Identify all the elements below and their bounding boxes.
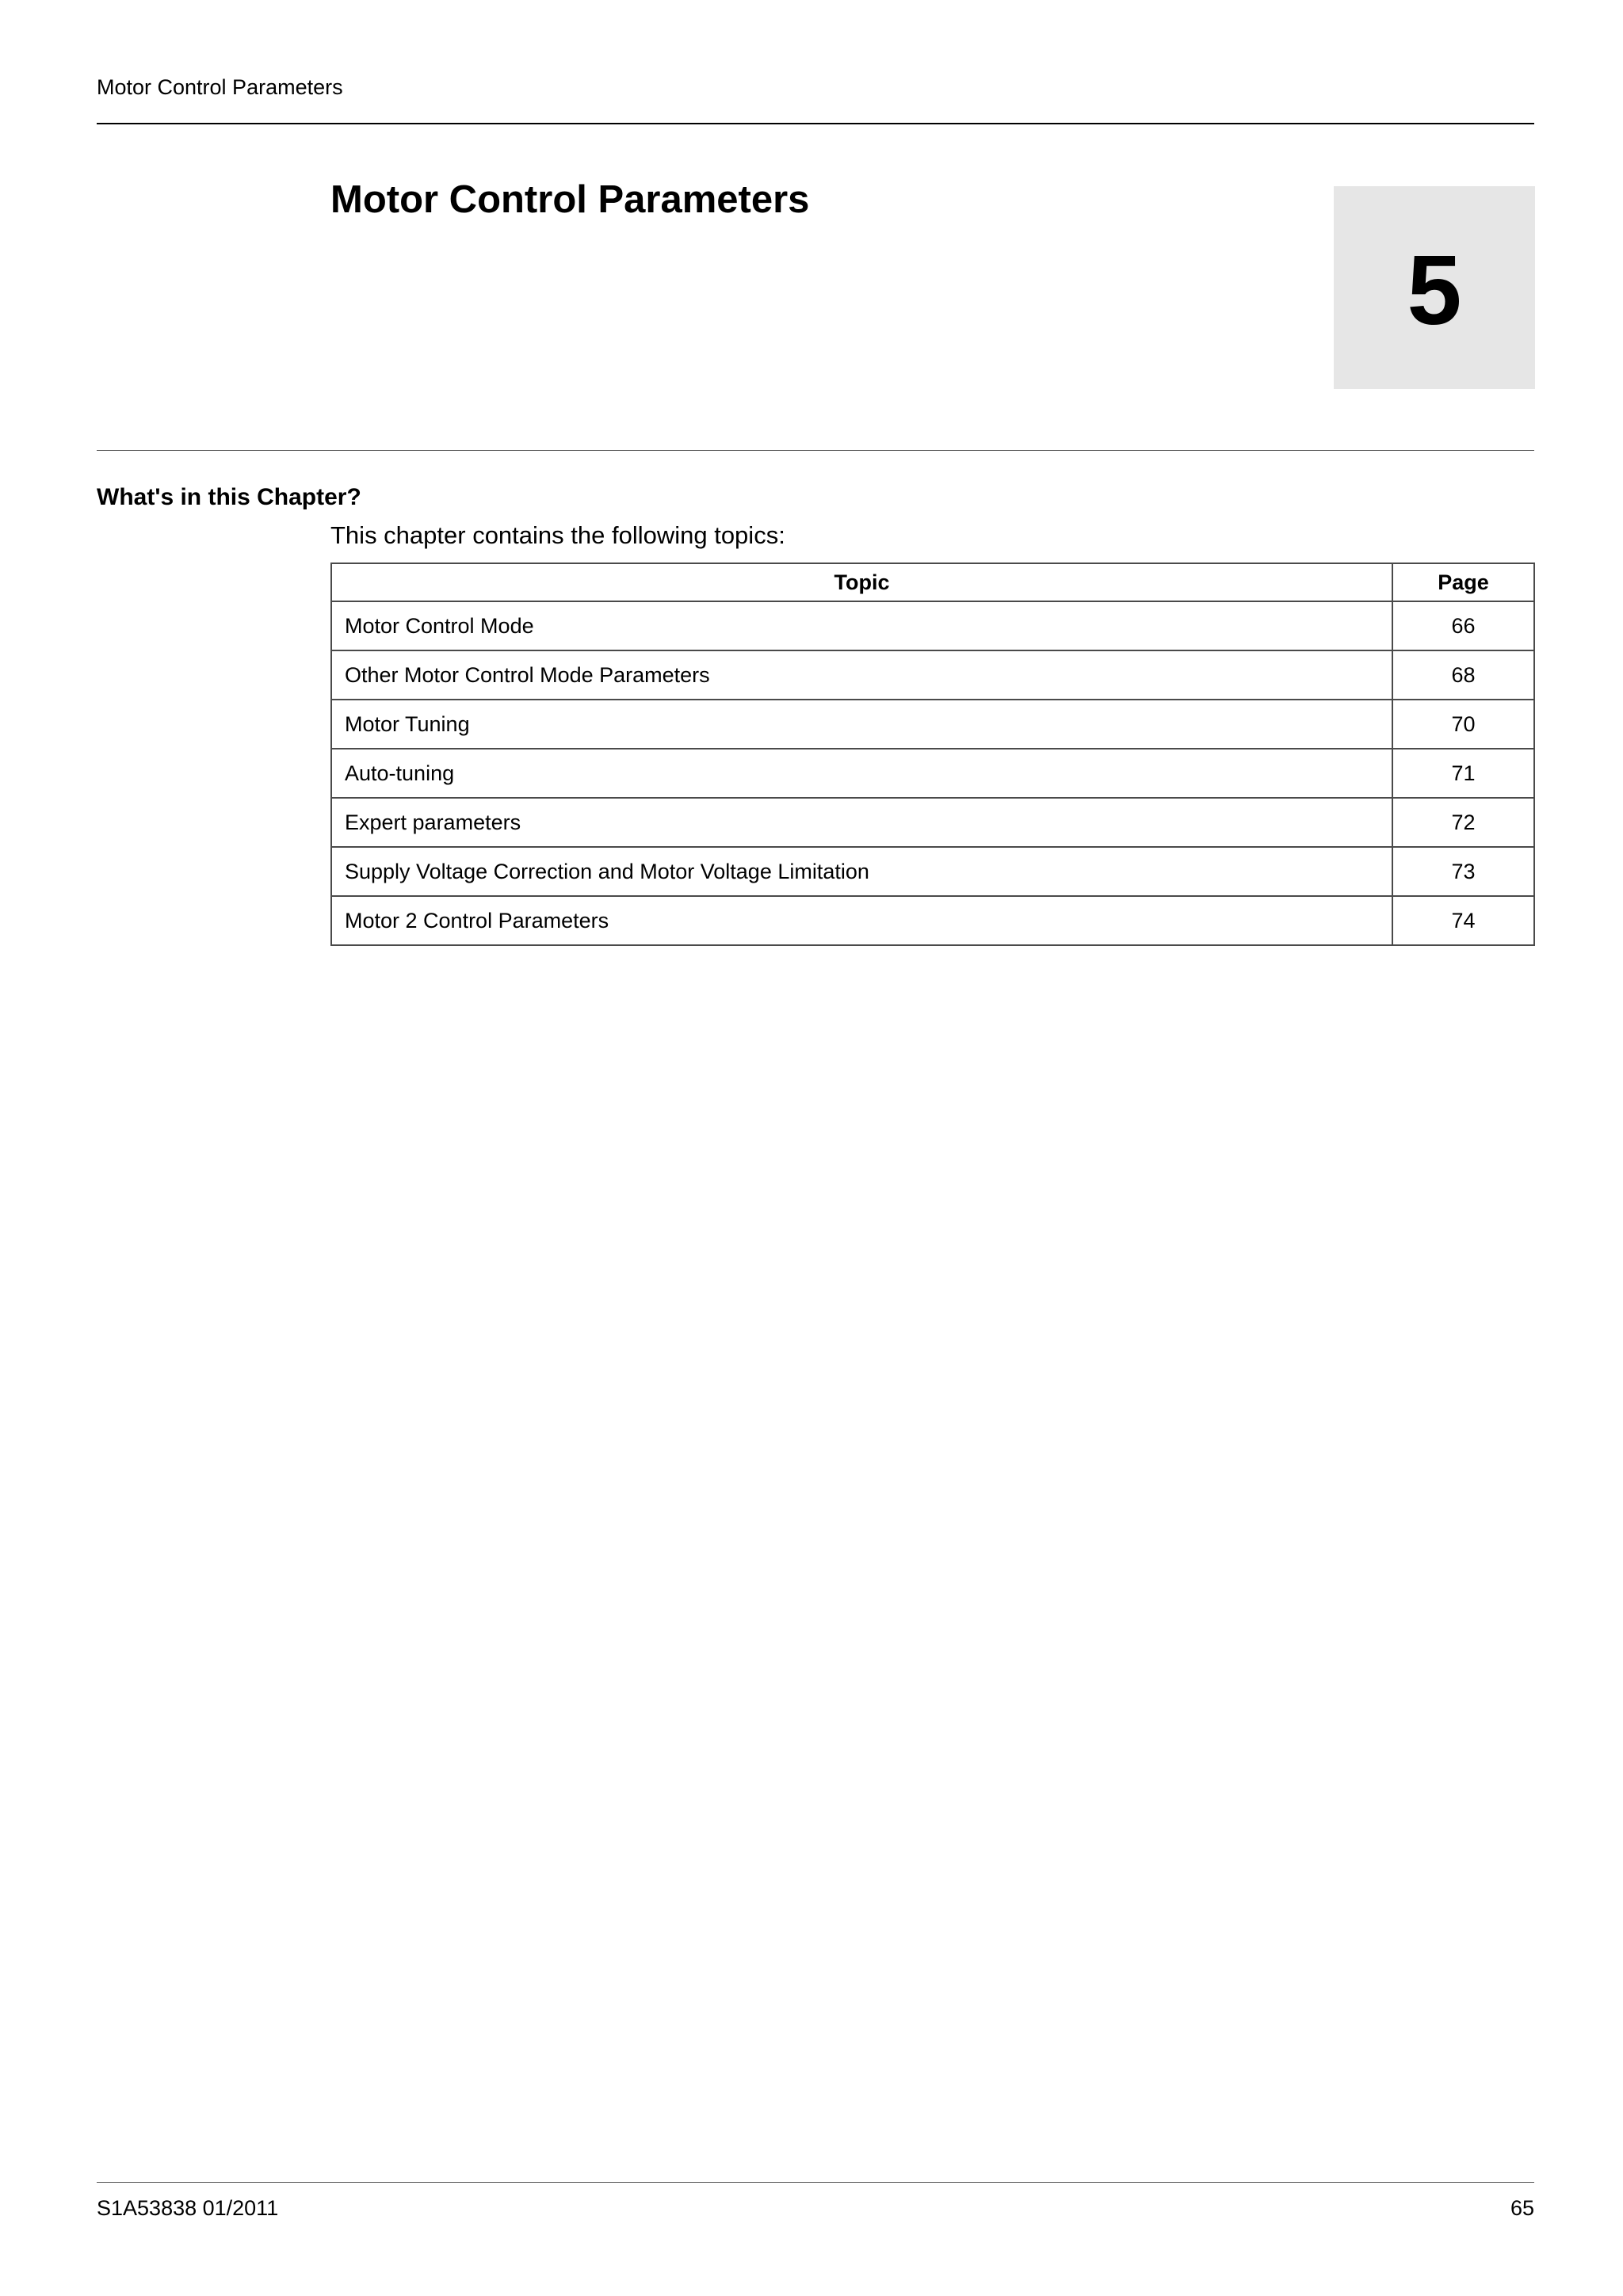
running-header: Motor Control Parameters <box>97 75 343 99</box>
chapter-number-box <box>1334 186 1535 389</box>
topics-table <box>330 563 1535 946</box>
topic-cell: Expert parameters <box>331 798 1392 847</box>
section-rule <box>97 450 1534 451</box>
topic-cell: Other Motor Control Mode Parameters <box>331 650 1392 700</box>
column-header-page: Page <box>1392 563 1534 601</box>
topic-cell: Motor 2 Control Parameters <box>331 896 1392 945</box>
page-cell: 73 <box>1392 847 1534 896</box>
chapter-title: Motor Control Parameters <box>330 178 810 221</box>
section-heading: What's in this Chapter? <box>97 484 361 510</box>
page-cell: 71 <box>1392 749 1534 798</box>
table-row <box>331 798 1534 847</box>
page-cell: 68 <box>1392 650 1534 700</box>
table-row <box>331 847 1534 896</box>
table-row <box>331 749 1534 798</box>
chapter-number: 5 <box>1407 236 1462 345</box>
page-cell: 66 <box>1392 601 1534 650</box>
table-row <box>331 601 1534 650</box>
header-rule <box>97 123 1534 124</box>
table-row <box>331 896 1534 945</box>
page-cell: 70 <box>1392 700 1534 749</box>
topic-cell: Motor Tuning <box>331 700 1392 749</box>
footer-rule <box>97 2182 1534 2183</box>
table-row <box>331 650 1534 700</box>
section-intro: This chapter contains the following topics: <box>330 521 785 549</box>
table-header-row <box>331 563 1534 601</box>
topic-cell: Auto-tuning <box>331 749 1392 798</box>
topic-cell: Supply Voltage Correction and Motor Voltage Limitation <box>331 847 1392 896</box>
page-cell: 72 <box>1392 798 1534 847</box>
footer-page-number: 65 <box>1510 2196 1534 2220</box>
footer-doc-ref: S1A53838 01/2011 <box>97 2196 279 2220</box>
topic-cell: Motor Control Mode <box>331 601 1392 650</box>
table-row <box>331 700 1534 749</box>
column-header-topic: Topic <box>331 563 1392 601</box>
page-cell: 74 <box>1392 896 1534 945</box>
